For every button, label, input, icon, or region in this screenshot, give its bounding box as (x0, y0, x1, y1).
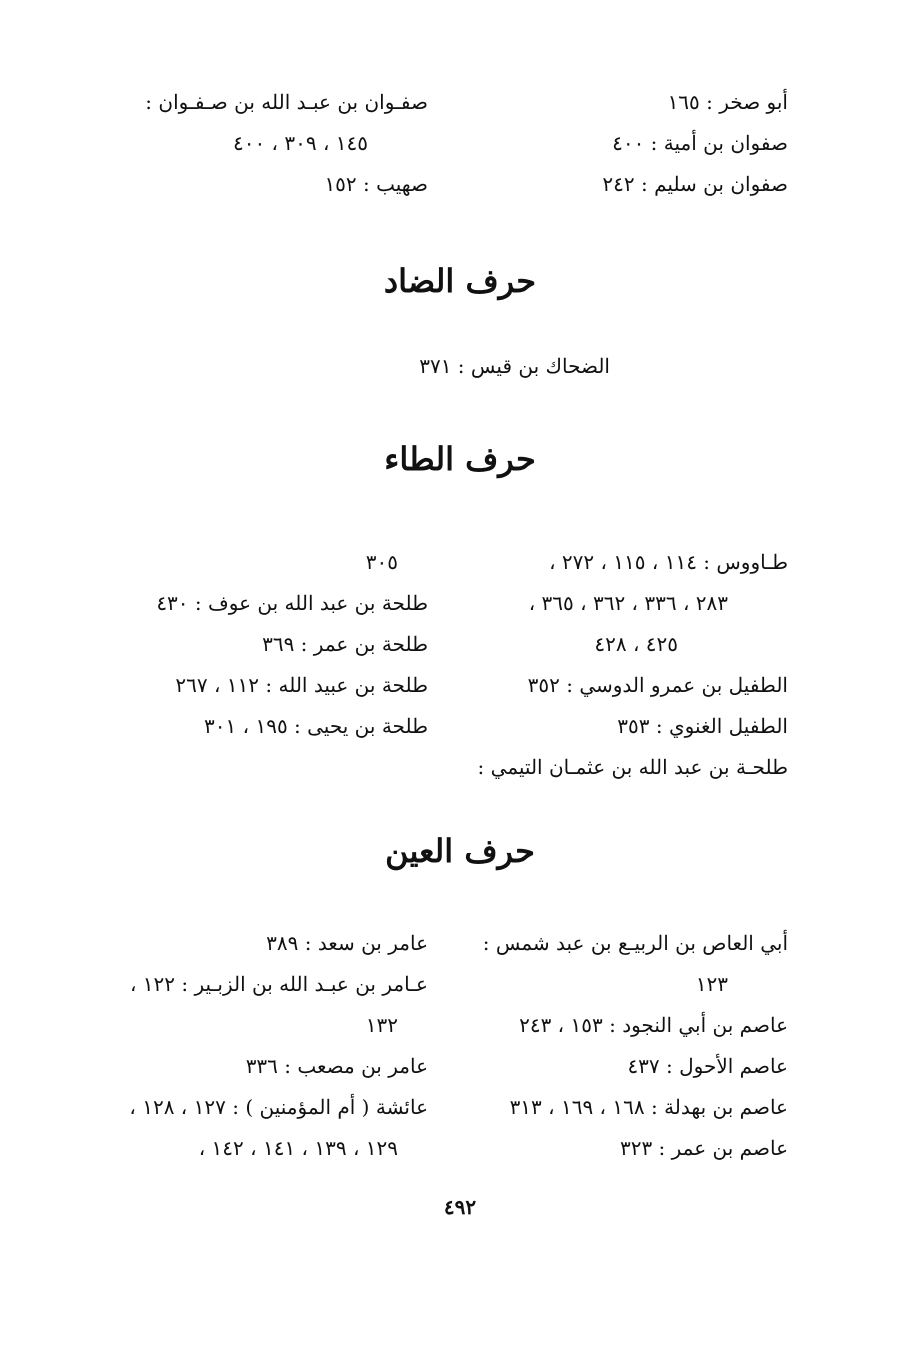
index-entry: أبي العاص بن الربيـع بن عبد شمس : (482, 931, 788, 955)
index-entry: الطفيل الغنوي : ٣٥٣ (617, 714, 788, 738)
index-entry: الضحاك بن قيس : ٣٧١ (419, 354, 610, 378)
ain-right-column (448, 923, 788, 1169)
index-entry: عائشة ( أم المؤمنين ) : ١٢٧ ، ١٢٨ ، (129, 1095, 428, 1119)
index-entry: عامر بن سعد : ٣٨٩ (266, 931, 428, 955)
index-entry: الطفيل بن عمرو الدوسي : ٣٥٢ (527, 673, 788, 697)
index-entry-continuation: ١٣٢ (365, 1013, 398, 1037)
index-entry: طلحة بن عبيد الله : ١١٢ ، ٢٦٧ (175, 673, 428, 697)
index-entry: صفوان بن أمية : ٤٠٠ (612, 131, 788, 155)
ain-left-column (78, 923, 428, 1169)
index-entry: صفوان بن سليم : ٢٤٢ (602, 172, 788, 196)
index-entry: عاصم الأحول : ٤٣٧ (627, 1054, 788, 1078)
sad-left-column (78, 82, 428, 205)
ta-left-column (78, 542, 428, 747)
index-entry: طـاووس : ١١٤ ، ١١٥ ، ٢٧٢ ، (549, 550, 788, 574)
index-entry: أبو صخر : ١٦٥ (667, 90, 788, 114)
index-entry-continuation: ١٤٥ ، ٣٠٩ ، ٤٠٠ (232, 131, 368, 155)
index-entry-continuation: ٣٠٥ (365, 550, 398, 574)
index-entry: عاصم بن عمر : ٣٢٣ (619, 1136, 788, 1160)
index-entry-continuation: ٢٨٣ ، ٣٣٦ ، ٣٦٢ ، ٣٦٥ ، (528, 591, 728, 615)
index-entry: طلحة بن عمر : ٣٦٩ (262, 632, 428, 656)
index-entry: صهيب : ١٥٢ (324, 172, 428, 196)
sad-right-column (448, 82, 788, 205)
index-entry: طلحـة بن عبد الله بن عثمـان التيمي : (477, 755, 788, 779)
index-entry-continuation: ١٢٩ ، ١٣٩ ، ١٤١ ، ١٤٢ ، (198, 1136, 398, 1160)
index-entry: طلحة بن عبد الله بن عوف : ٤٣٠ (156, 591, 428, 615)
index-entry: صفـوان بن عبـد الله بن صـفـوان : (145, 90, 428, 114)
index-entry: طلحة بن يحيى : ١٩٥ ، ٣٠١ (204, 714, 428, 738)
section-heading-dad: حرف الضاد (383, 262, 537, 300)
index-entry: عـامر بن عبـد الله بن الزبـير : ١٢٢ ، (129, 972, 428, 996)
index-entry-continuation: ٤٢٥ ، ٤٢٨ (594, 632, 678, 656)
index-entry: عاصم بن بهدلة : ١٦٨ ، ١٦٩ ، ٣١٣ (509, 1095, 788, 1119)
page-number: ٤٩٢ (443, 1195, 477, 1219)
section-heading-ain: حرف العين (385, 832, 535, 870)
section-heading-ta: حرف الطاء (384, 440, 536, 478)
index-entry: عامر بن مصعب : ٣٣٦ (245, 1054, 428, 1078)
ta-right-column (448, 542, 788, 788)
index-entry: عاصم بن أبي النجود : ١٥٣ ، ٢٤٣ (519, 1013, 788, 1037)
index-entry-continuation: ١٢٣ (695, 972, 728, 996)
